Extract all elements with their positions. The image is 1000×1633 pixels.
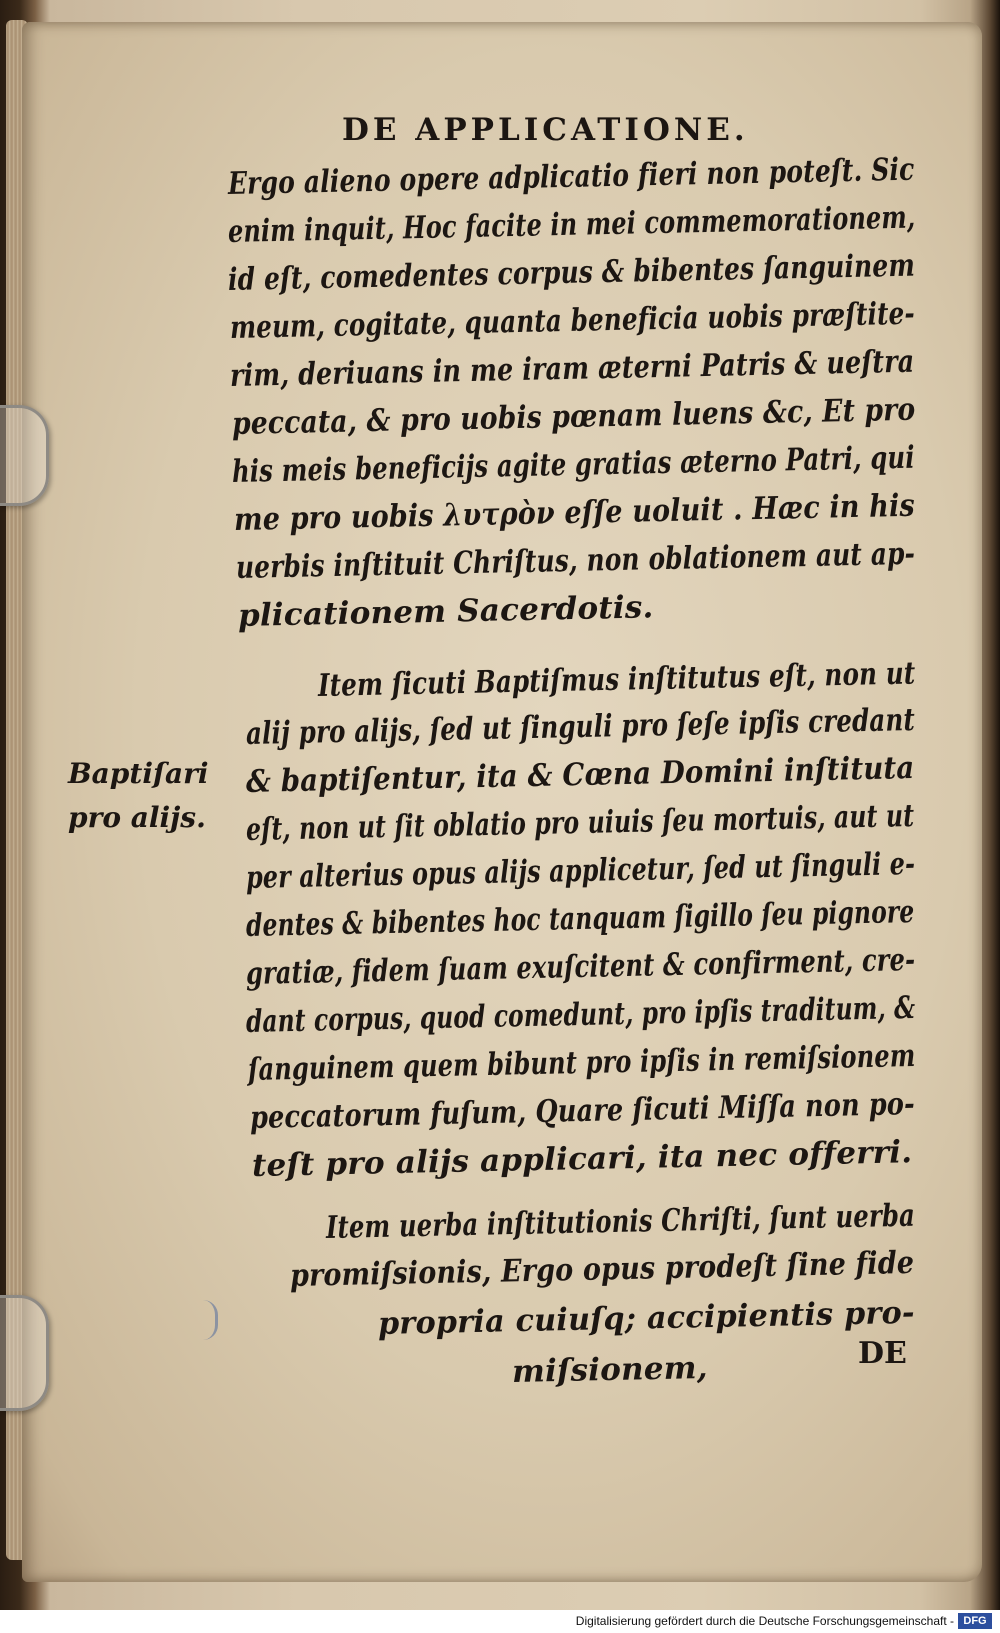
text-line: per alterius opus alijs applicetur, ſed ut ſinguli e- bbox=[245, 845, 916, 896]
text-line: uerbis inſtituit Chriſtus, non oblationem aut ap- bbox=[235, 535, 916, 586]
text-line: Item ſicuti Baptiſmus inſtitutus eſt, non ut bbox=[317, 655, 916, 704]
text-line: plicationem Sacerdotis. bbox=[237, 589, 654, 634]
book-clip-bottom bbox=[0, 1295, 49, 1411]
funding-notice: Digitalisierung gefördert durch die Deutsche Forschungsgemeinschaft - bbox=[575, 1614, 954, 1628]
text-line: miſsionem, bbox=[511, 1349, 709, 1390]
text-line: teſt pro alijs applicari, ita nec offerri. bbox=[251, 1134, 913, 1184]
text-line: enim inquit, Hoc facite in mei commemorationem, bbox=[227, 199, 916, 250]
margin-note bbox=[68, 752, 209, 840]
text-line: ſanguinem quem bibunt pro ipſis in remiſsionem bbox=[247, 1038, 916, 1088]
text-line: alij pro alijs, ſed ut ſinguli pro ſeſe ipſis credant bbox=[245, 701, 916, 752]
text-line: id eſt, comedentes corpus & bibentes ſanguinem bbox=[227, 247, 916, 298]
text-line: his meis beneficijs agite gratias æterno Patri, qui bbox=[231, 439, 916, 490]
text-line: me pro uobis λυτρὸν eſſe uoluit . Hæc in his bbox=[233, 487, 916, 538]
catchword: DE bbox=[858, 1336, 907, 1371]
text-line: dentes & bibentes hoc tanquam ſigillo ſeu pignore bbox=[245, 894, 915, 944]
dfg-logo: DFG bbox=[958, 1613, 992, 1629]
text-line: & baptiſentur, ita & Cœna Domini inſtituta bbox=[245, 750, 915, 800]
text-line: Item uerba inſtitutionis Chriſti, ſunt uerba bbox=[325, 1197, 916, 1246]
text-line: meum, cogitate, quanta beneficia uobis præſtite- bbox=[229, 295, 916, 346]
text-line: promiſsionis, Ergo opus prodeſt ſine fide bbox=[289, 1244, 915, 1294]
running-head: DE APPLICATIONE. bbox=[342, 112, 749, 148]
margin-note-line: Baptiſari bbox=[68, 757, 209, 790]
text-line: dant corpus, quod comedunt, pro ipſis traditum, & bbox=[245, 989, 916, 1040]
text-line: peccata, & pro uobis pœnam luens &c, Et pro bbox=[231, 391, 916, 442]
text-line: Ergo alieno opere adplicatio fieri non poteſt. Sic bbox=[227, 151, 915, 202]
text-line: rim, deriuans in me iram æterni Patris & ueſtra bbox=[229, 343, 915, 394]
book-clip-top bbox=[0, 405, 49, 506]
margin-note-line: pro alijs. bbox=[68, 801, 206, 834]
text-line: eſt, non ut ſit oblatio pro uiuis ſeu mortuis, aut ut bbox=[245, 798, 915, 848]
text-line: propria cuiuſq; accipientis pro- bbox=[377, 1294, 916, 1342]
text-line: peccatorum fuſum, Quare ſicuti Miſſa non po- bbox=[249, 1086, 916, 1136]
text-line: gratiæ, fidem ſuam exuſcitent & confirment, cre- bbox=[245, 941, 916, 992]
